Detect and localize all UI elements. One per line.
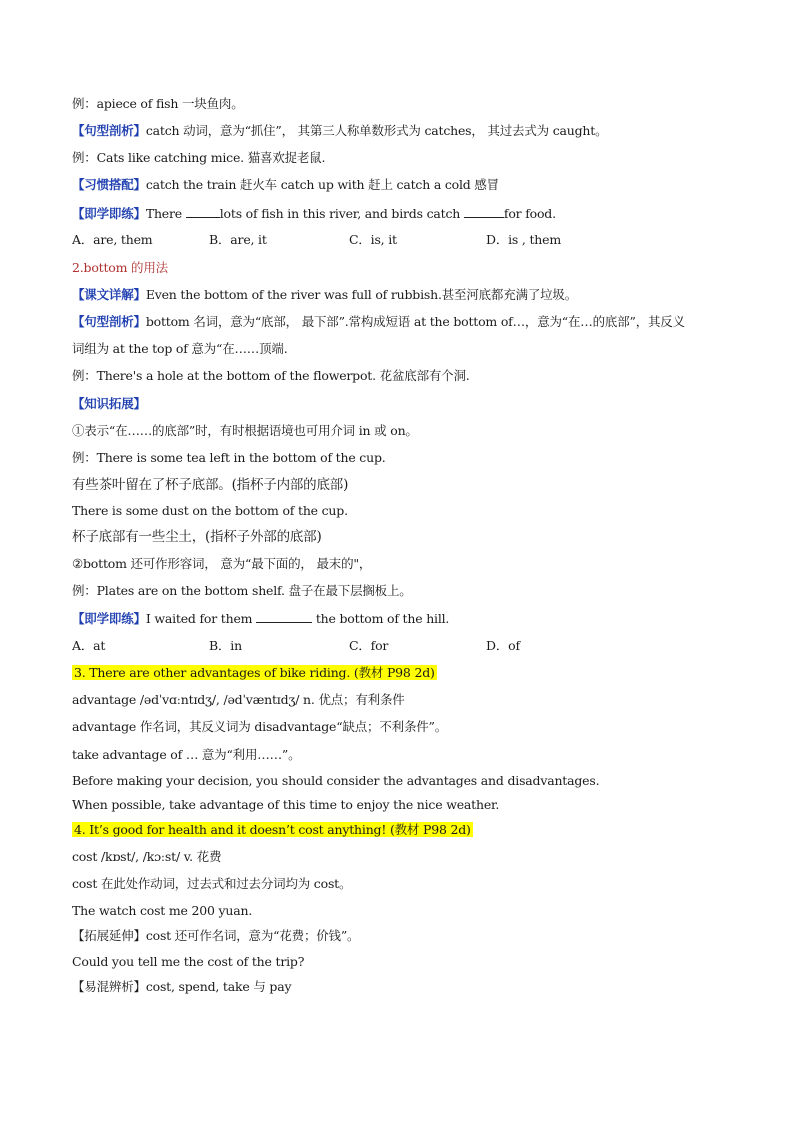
line-bottom-example: 例：There's a hole at the bottom of the flowerpot. 花盆底部有个洞.	[72, 368, 470, 383]
line-point-2: ②bottom 还可作形容词， 意为“最下面的， 最末的"，	[72, 556, 372, 571]
line-cost-verb: cost 在此处作动词，过去式和过去分词均为 cost。	[72, 876, 352, 891]
option-d[interactable]: D．of	[486, 638, 520, 653]
line-cost-phonetic: cost /kɒst/, /kɔːst/ v. 花费	[72, 849, 222, 864]
answer-blank[interactable]	[464, 205, 504, 218]
line-bottom-antonym: 词组为 at the top of 意为“在……顶端.	[72, 341, 288, 356]
option-a[interactable]: A．at	[72, 638, 106, 653]
line-exercise-1: 【即学即练】There lots of fish in this river, and birds catch for food.	[72, 206, 556, 221]
line-plates-example: 例：Plates are on the bottom shelf. 盘子在最下层搁板上。	[72, 583, 412, 598]
line-advantage-antonym: advantage 作名词，其反义词为 disadvantage“缺点；不利条件”。	[72, 719, 448, 734]
option-d[interactable]: D．is , them	[486, 232, 561, 247]
section-tag: 【句型剖析】	[72, 314, 146, 329]
line-cost-example: The watch cost me 200 yuan.	[72, 903, 253, 918]
line-advantage-phonetic: advantage /ədˈvɑːntɪdʒ/, /ədˈvæntɪdʒ/ n. 优点；有利条件	[72, 692, 405, 707]
line-confusable: 【易混辨析】cost, spend, take 与 pay	[72, 979, 292, 994]
line-exercise-2: 【即学即练】I waited for them the bottom of the hill.	[72, 611, 450, 626]
line-take-advantage: take advantage of … 意为“利用……”。	[72, 747, 301, 762]
option-c[interactable]: C．is, it	[349, 232, 397, 247]
line-dust-translation: 杯子底部有一些尘土，(指杯子外部的底部)	[72, 529, 322, 545]
line-point-1: ①表示“在……的底部”时，有时根据语境也可用介词 in 或 on。	[72, 423, 418, 438]
section-tag: 【即学即练】	[72, 206, 146, 221]
heading-bottom-usage: 2.bottom 的用法	[72, 260, 168, 275]
line-bottom-analysis: 【句型剖析】bottom 名词，意为“底部， 最下部”.常构成短语 at the bottom of…，意为“在…的底部”，其反义	[72, 314, 685, 329]
section-tag: 【习惯搭配】	[72, 177, 146, 192]
line-example-fish: 例：apiece of fish 一块鱼肉。	[72, 96, 244, 111]
line-catch-example: 例：Cats like catching mice. 猫喜欢捉老鼠.	[72, 150, 326, 165]
option-c[interactable]: C．for	[349, 638, 389, 653]
line-cost-noun-example: Could you tell me the cost of the trip?	[72, 954, 305, 969]
heading-advantages: 3. There are other advantages of bike riding. (教材 P98 2d)	[74, 665, 435, 680]
line-advantage-example-1: Before making your decision, you should consider the advantages and disadvantages.	[72, 773, 600, 788]
option-b[interactable]: B．in	[209, 638, 242, 653]
section-tag: 【易混辨析】	[72, 979, 146, 994]
line-tea-example: 例：There is some tea left in the bottom of the cup.	[72, 450, 386, 465]
answer-blank[interactable]	[186, 205, 220, 218]
line-cost-noun: 【拓展延伸】cost 还可作名词，意为“花费；价钱”。	[72, 928, 360, 943]
option-b[interactable]: B．are, it	[209, 232, 267, 247]
line-tea-translation: 有些茶叶留在了杯子底部。(指杯子内部的底部)	[72, 477, 349, 493]
section-tag: 【即学即练】	[72, 611, 146, 626]
options-exercise-2	[72, 638, 722, 654]
section-tag: 【知识拓展】	[72, 396, 146, 411]
option-a[interactable]: A．are, them	[72, 232, 153, 247]
line-text-detail: 【课文详解】Even the bottom of the river was full of rubbish.甚至河底都充满了垃圾。	[72, 287, 578, 302]
section-tag: 【课文详解】	[72, 287, 146, 302]
heading-cost: 4. It’s good for health and it doesn’t cost anything! (教材 P98 2d)	[74, 822, 471, 837]
options-exercise-1	[72, 232, 722, 248]
section-tag: 【拓展延伸】	[72, 928, 146, 943]
line-advantage-example-2: When possible, take advantage of this time to enjoy the nice weather.	[72, 797, 500, 812]
section-tag: 【句型剖析】	[72, 123, 146, 138]
line-dust-example: There is some dust on the bottom of the cup.	[72, 503, 348, 518]
line-catch-analysis: 【句型剖析】catch 动词，意为“抓住”， 其第三人称单数形式为 catches， 其过去式为 caught。	[72, 123, 608, 138]
line-knowledge-tag	[72, 396, 146, 412]
line-catch-collocations: 【习惯搭配】catch the train 赶火车 catch up with 赶上 catch a cold 感冒	[72, 177, 499, 192]
answer-blank[interactable]	[256, 610, 312, 623]
